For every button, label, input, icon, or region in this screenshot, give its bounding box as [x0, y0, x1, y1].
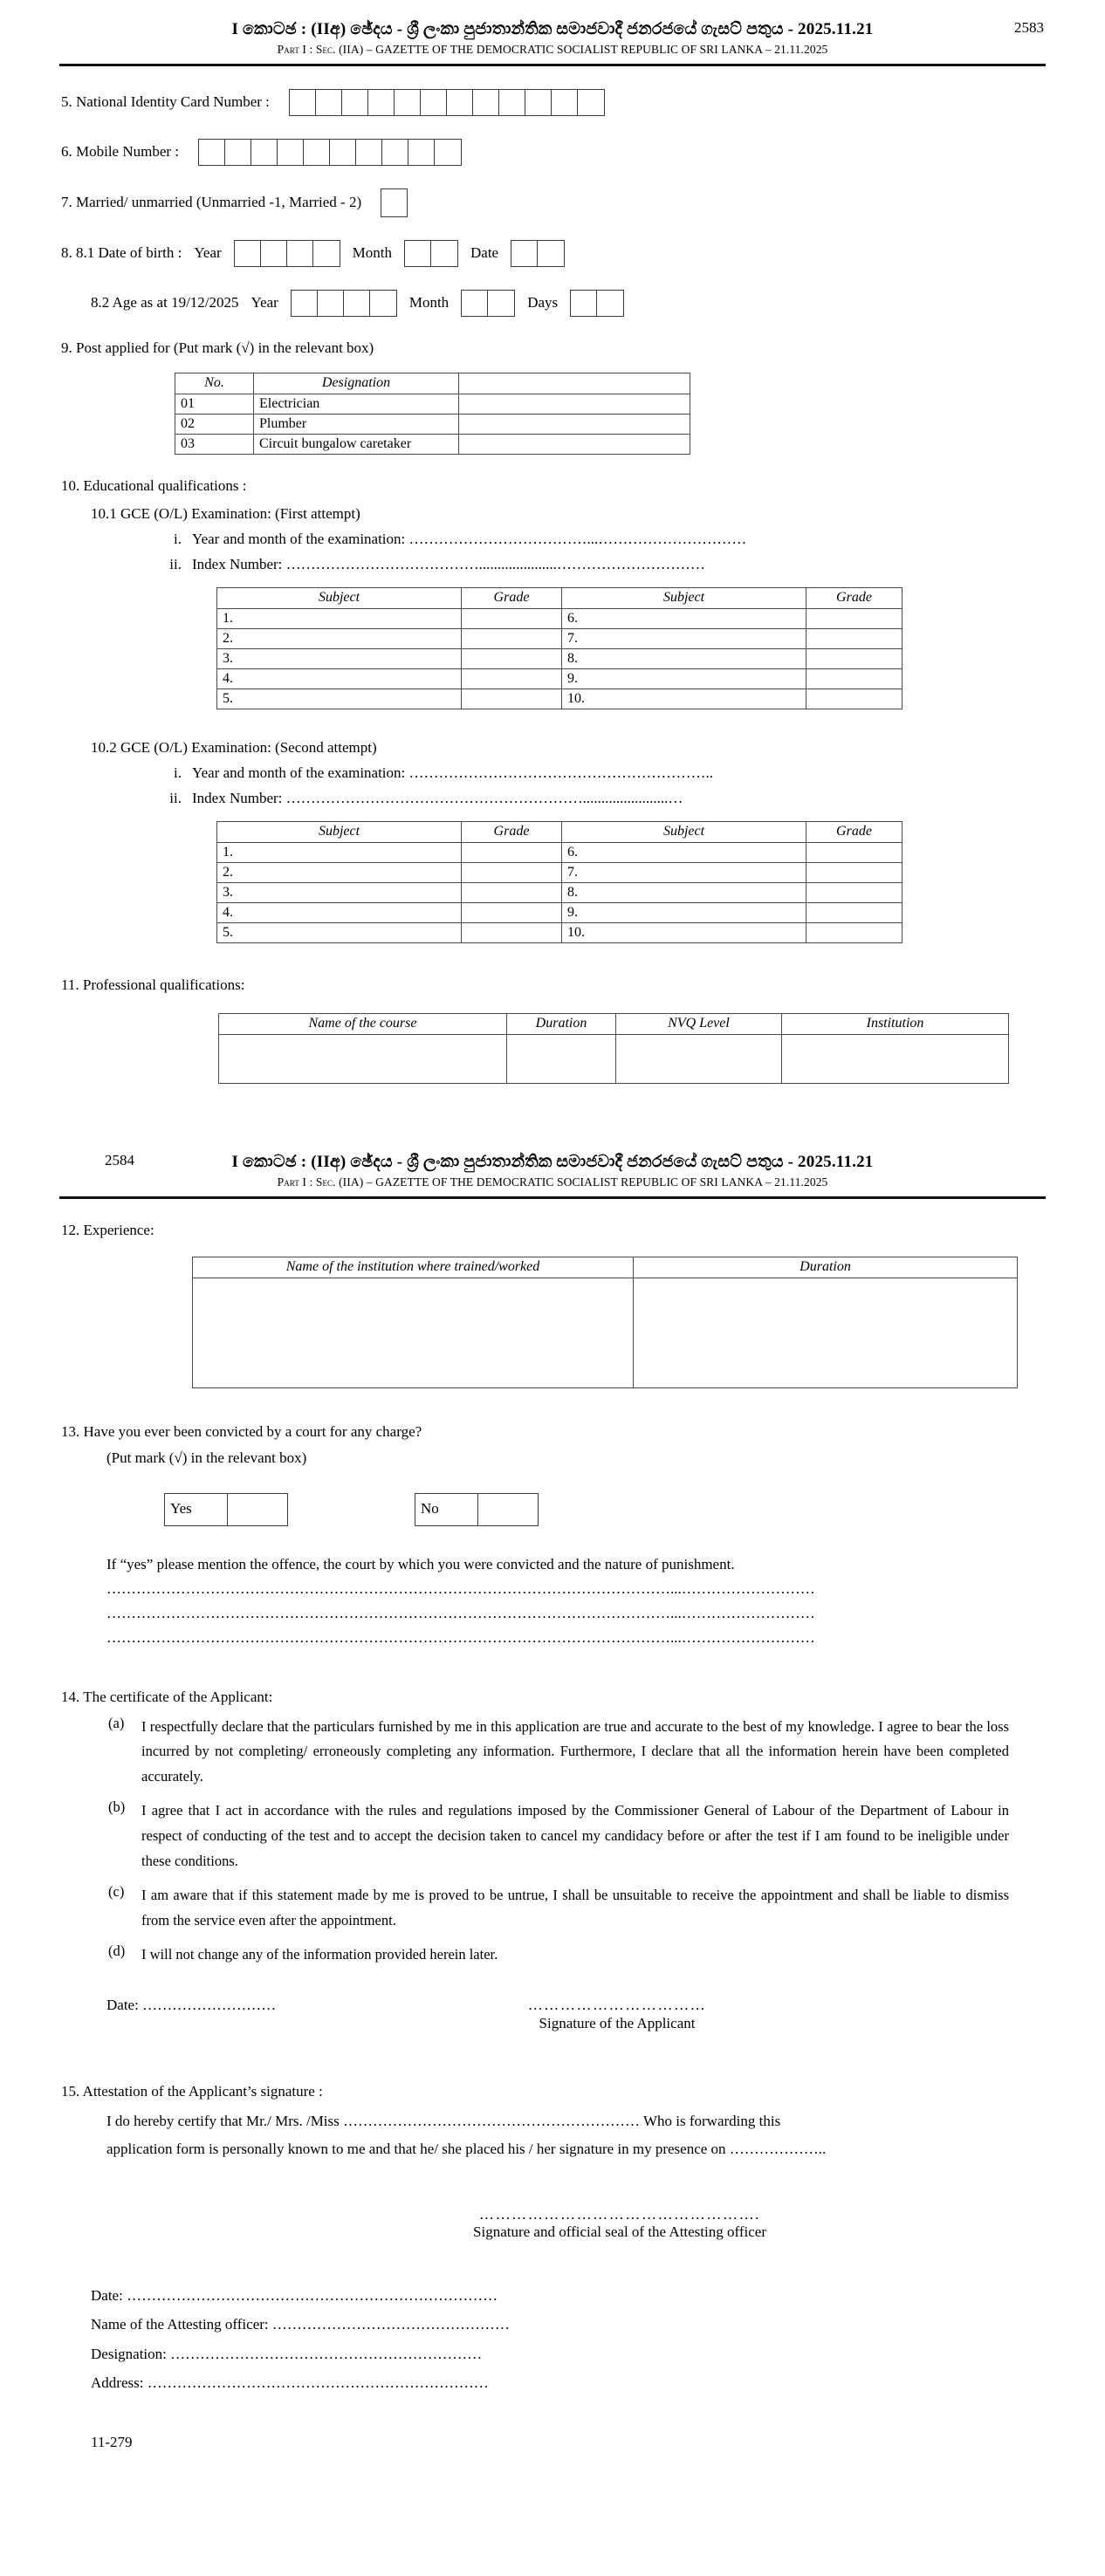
input-cell[interactable]: [462, 291, 488, 316]
input-cell[interactable]: [408, 140, 435, 165]
post-applied-table[interactable]: [175, 373, 690, 455]
column-header: Subject: [217, 587, 462, 608]
conviction-no-checkbox[interactable]: [478, 1494, 538, 1525]
question-9-post: [61, 339, 1044, 357]
table-row[interactable]: [175, 414, 690, 434]
subject-grade-table-second-attempt[interactable]: [216, 821, 903, 943]
input-cell[interactable]: [316, 90, 342, 115]
question-10-2-heading: [91, 739, 1044, 757]
column-header: Subject: [217, 821, 462, 842]
table-row[interactable]: [217, 922, 903, 942]
table-row[interactable]: [175, 394, 690, 414]
table-cell[interactable]: 2.: [217, 628, 462, 648]
table-cell[interactable]: 3.: [217, 648, 462, 668]
marital-status-input[interactable]: [381, 188, 408, 217]
applicant-signature-row: [106, 1997, 1044, 2032]
table-row[interactable]: [217, 882, 903, 902]
conviction-yes-label: Yes: [165, 1494, 228, 1525]
table-cell[interactable]: Plumber: [254, 414, 459, 434]
q10-1-item-ii-num: ii.: [169, 555, 182, 572]
table-cell[interactable]: 9.: [562, 668, 806, 689]
certificate-item-text: I will not change any of the information provided herein later.: [141, 1945, 498, 1963]
input-cell[interactable]: [370, 291, 396, 316]
table-cell[interactable]: [806, 608, 903, 628]
attestation-line-2[interactable]: application form is personally known to me and that he/ she placed his / her signature in my presence on ………………..: [106, 2140, 827, 2157]
q10-1-item-ii-text[interactable]: Index Number: ………………………………….....................…………………………: [192, 555, 705, 572]
table-cell[interactable]: [806, 882, 903, 902]
question-9-label: 9. Post applied for (Put mark (√) in the relevant box): [61, 339, 374, 356]
table-cell[interactable]: 1.: [217, 842, 462, 862]
table-cell[interactable]: [634, 1278, 1018, 1387]
age-month-label: Month: [408, 294, 450, 312]
table-row[interactable]: [217, 668, 903, 689]
table-cell[interactable]: [219, 1034, 507, 1083]
certificate-item-marker: (c): [108, 1882, 125, 1900]
table-header-row: [217, 821, 903, 842]
page2-header: [0, 1133, 1105, 1199]
q10-2-item-i-text[interactable]: Year and month of the examination: ……………………………………………………..: [192, 764, 714, 781]
input-cell[interactable]: [251, 140, 278, 165]
q10-1-item-i-text[interactable]: Year and month of the examination: ………………………………...…………………………: [192, 530, 747, 547]
input-cell[interactable]: [431, 241, 457, 266]
certificate-item-marker: (d): [108, 1942, 126, 1959]
q10-2-item-i: [168, 764, 1044, 782]
input-cell[interactable]: [287, 241, 313, 266]
question-12-label: 12. Experience:: [61, 1221, 154, 1238]
input-cell[interactable]: [261, 241, 287, 266]
question-13-label: 13. Have you ever been convicted by a court for any charge?: [61, 1422, 422, 1440]
mobile-number-input[interactable]: [198, 139, 462, 166]
table-cell[interactable]: [806, 922, 903, 942]
page2-header-sinhala-title: I කොටඡ : (IIඅ) ඡේදය - ශ්‍රී ලංකා පුජාතාන්තික සමාජවාදී ජනරජයේ ගැසට් පතුය - 2025.11.21: [231, 1152, 874, 1171]
q10-1-item-i-num: i.: [174, 530, 182, 547]
q10-2-item-ii-num: ii.: [169, 789, 182, 806]
question-10-education: [61, 477, 1044, 495]
table-cell[interactable]: [193, 1278, 634, 1387]
attesting-officer-field[interactable]: Designation: ………………………………………………………: [91, 2345, 483, 2362]
table-row[interactable]: [217, 608, 903, 628]
table-cell[interactable]: 8.: [562, 648, 806, 668]
table-cell[interactable]: [507, 1034, 616, 1083]
question-15-attestation: [61, 2083, 1044, 2100]
table-cell[interactable]: Electrician: [254, 394, 459, 414]
input-cell[interactable]: [199, 140, 225, 165]
question-6-label: 6. Mobile Number :: [61, 143, 180, 161]
q10-2-item-ii-text[interactable]: Index Number: …………………………………………………….......................…: [192, 789, 683, 806]
table-cell[interactable]: [462, 882, 562, 902]
table-header-row: [217, 587, 903, 608]
table-cell[interactable]: [806, 689, 903, 709]
table-cell[interactable]: 4.: [217, 902, 462, 922]
input-cell[interactable]: [499, 90, 525, 115]
table-cell[interactable]: 5.: [217, 689, 462, 709]
conviction-no-label: No: [415, 1494, 478, 1525]
page-number-2584: 2584: [105, 1151, 134, 1168]
conviction-detail-line-2[interactable]: ……………………………………………………………………………………………………...………………………: [106, 1604, 815, 1621]
table-cell[interactable]: 03: [175, 434, 254, 454]
table-header-row: [219, 1013, 1009, 1034]
question-6-mobile: [61, 139, 1044, 166]
question-13-conviction: [61, 1423, 1044, 1441]
table-cell[interactable]: 1.: [217, 608, 462, 628]
header-divider: [59, 64, 1046, 66]
column-header: NVQ Level: [616, 1013, 782, 1034]
table-cell[interactable]: [806, 902, 903, 922]
input-cell[interactable]: [368, 90, 395, 115]
input-cell[interactable]: [435, 140, 461, 165]
question-14-certificate: [61, 1689, 1044, 1706]
question-10-1-heading: [91, 505, 1044, 523]
age-month-input[interactable]: [461, 290, 515, 317]
table-cell[interactable]: 10.: [562, 689, 806, 709]
table-cell[interactable]: 2.: [217, 862, 462, 882]
input-cell[interactable]: [447, 90, 473, 115]
professional-qualifications-table[interactable]: [218, 1013, 1009, 1084]
applicant-signature-block: [473, 1997, 761, 2032]
column-header: Grade: [806, 821, 903, 842]
question-13-sublabel-row: [106, 1449, 1044, 1467]
applicant-date-line[interactable]: Date: ………………………: [106, 1997, 277, 2014]
input-cell[interactable]: [382, 140, 408, 165]
table-row[interactable]: [193, 1278, 1018, 1387]
question-13-note-row: [106, 1556, 1044, 1573]
table-row[interactable]: [217, 842, 903, 862]
input-cell[interactable]: [488, 291, 514, 316]
certificate-item-text: I agree that I act in accordance with the rules and regulations imposed by the Commissioner General of Labour of the Department of Labour in respect of conducting of the test and to accept the decision taken to cancel my candidacy before or after the test if I am found to be ineligible under these conditions.: [141, 1802, 1009, 1869]
nic-number-input[interactable]: [289, 89, 605, 116]
dob-year-label: Year: [194, 244, 222, 262]
input-cell[interactable]: [525, 90, 552, 115]
input-cell[interactable]: [304, 140, 330, 165]
applicant-signature-caption: Signature of the Applicant: [539, 2015, 696, 2032]
table-row[interactable]: [217, 902, 903, 922]
conviction-choice-group: [164, 1493, 1044, 1526]
table-cell[interactable]: 7.: [562, 862, 806, 882]
table-cell[interactable]: [462, 922, 562, 942]
attesting-officer-details: [91, 2281, 1044, 2397]
conviction-detail-line-1[interactable]: ……………………………………………………………………………………………………...………………………: [106, 1579, 815, 1597]
input-cell[interactable]: [278, 140, 304, 165]
table-cell[interactable]: [806, 628, 903, 648]
certificate-item-text: I respectfully declare that the particulars furnished by me in this application are true and accurate to the best of my knowledge. I agree to bear the loss incurred by not completing/ erroneously completing any information. Furthermore, I declare that all the information herein have been completed accurately.: [141, 1717, 1009, 1785]
table-row[interactable]: [217, 648, 903, 668]
question-13-sublabel: (Put mark (√) in the relevant box): [106, 1449, 307, 1466]
q10-1-item-i: [168, 531, 1044, 548]
attestation-line-1[interactable]: I do hereby certify that Mr./ Mrs. /Miss …………………………………………………… Who is forwarding this: [106, 2113, 781, 2130]
question-5-nic: [61, 89, 1044, 116]
input-cell[interactable]: [330, 140, 356, 165]
column-header: Duration: [634, 1257, 1018, 1278]
q10-2-item-ii: [168, 790, 1044, 807]
question-7-marital: [61, 188, 1044, 217]
input-cell[interactable]: [381, 189, 407, 216]
input-cell[interactable]: [552, 90, 578, 115]
input-cell[interactable]: [235, 241, 261, 266]
table-cell[interactable]: 6.: [562, 608, 806, 628]
dob-month-input[interactable]: [404, 240, 458, 267]
table-cell[interactable]: [462, 902, 562, 922]
header-sinhala-title: I කොටඡ : (IIඅ) ඡේදය - ශ්‍රී ලංකා පුජාතාන්තික සමාජවාදී ජනරජයේ ගැසට් පතුය - 2025.11.21: [231, 20, 874, 38]
certificate-item: [106, 1883, 1009, 1934]
page2-body: [0, 1222, 1105, 2477]
attesting-officer-signature-block: [436, 2206, 803, 2241]
question-8-1-label: 8. 8.1 Date of birth :: [61, 244, 182, 262]
column-header: [459, 373, 690, 394]
input-cell[interactable]: [225, 140, 251, 165]
certificate-item: [106, 1715, 1009, 1791]
table-cell[interactable]: [616, 1034, 782, 1083]
certificate-item: [106, 1798, 1009, 1874]
input-cell[interactable]: [292, 291, 318, 316]
column-header: Name of the institution where trained/worked: [193, 1257, 634, 1278]
certificate-item: [106, 1942, 1009, 1968]
certificate-item-marker: (b): [108, 1798, 126, 1816]
attesting-officer-signature-caption: Signature and official seal of the Attesting officer: [473, 2223, 766, 2241]
table-cell[interactable]: [782, 1034, 1009, 1083]
question-11-professional: [61, 976, 1044, 994]
input-cell[interactable]: [571, 291, 597, 316]
table-row[interactable]: [217, 862, 903, 882]
conviction-no-option[interactable]: [415, 1493, 539, 1526]
question-8-1-dob: [61, 240, 1044, 267]
q10-1-item-ii: [168, 556, 1044, 573]
table-cell[interactable]: 02: [175, 414, 254, 434]
table-header-row: [193, 1257, 1018, 1278]
table-cell[interactable]: [459, 434, 690, 454]
conviction-yes-checkbox[interactable]: [228, 1494, 287, 1525]
question-11-label: 11. Professional qualifications:: [61, 976, 245, 993]
certificate-declaration-list: [106, 1715, 1044, 1968]
table-cell[interactable]: 10.: [562, 922, 806, 942]
input-cell[interactable]: [405, 241, 431, 266]
input-cell[interactable]: [342, 90, 368, 115]
table-cell[interactable]: [462, 689, 562, 709]
table-cell[interactable]: 5.: [217, 922, 462, 942]
subject-grade-table-first-attempt[interactable]: [216, 587, 903, 709]
question-10-label: 10. Educational qualifications :: [61, 476, 247, 494]
question-10-2-label: 10.2 GCE (O/L) Examination: (Second attempt): [91, 738, 377, 756]
dob-year-input[interactable]: [234, 240, 340, 267]
table-row[interactable]: [217, 689, 903, 709]
dob-month-label: Month: [352, 244, 393, 262]
column-header: Subject: [562, 587, 806, 608]
question-10-1-label: 10.1 GCE (O/L) Examination: (First attempt): [91, 504, 360, 522]
column-header: Institution: [782, 1013, 1009, 1034]
question-8-2-age: [91, 290, 1044, 317]
input-cell[interactable]: [395, 90, 421, 115]
input-cell[interactable]: [538, 241, 564, 266]
age-year-input[interactable]: [291, 290, 397, 317]
conviction-yes-option[interactable]: [164, 1493, 288, 1526]
input-cell[interactable]: [318, 291, 344, 316]
question-13-note: If “yes” please mention the offence, the court by which you were convicted and the nature of punishment.: [106, 1555, 735, 1572]
table-cell[interactable]: [462, 668, 562, 689]
table-cell[interactable]: 7.: [562, 628, 806, 648]
column-header: Grade: [462, 821, 562, 842]
table-cell[interactable]: [462, 648, 562, 668]
input-cell[interactable]: [473, 90, 499, 115]
page-number-2583: 2583: [1014, 19, 1044, 36]
input-cell[interactable]: [578, 90, 604, 115]
certificate-item-marker: (a): [108, 1714, 125, 1731]
table-cell[interactable]: 6.: [562, 842, 806, 862]
document-code: 11-279: [91, 2433, 133, 2450]
table-row[interactable]: [219, 1034, 1009, 1083]
question-5-label: 5. National Identity Card Number :: [61, 93, 270, 111]
page1-header: [0, 0, 1105, 66]
table-cell[interactable]: 01: [175, 394, 254, 414]
input-cell[interactable]: [511, 241, 538, 266]
table-cell[interactable]: 8.: [562, 882, 806, 902]
experience-table[interactable]: [192, 1257, 1018, 1388]
table-cell[interactable]: [806, 648, 903, 668]
conviction-detail-line-3[interactable]: ……………………………………………………………………………………………………...………………………: [106, 1628, 815, 1646]
table-cell[interactable]: [459, 414, 690, 434]
attestation-text-block: [106, 2107, 1044, 2162]
attesting-officer-field[interactable]: Address: ……………………………………………………………: [91, 2374, 489, 2391]
attesting-officer-field[interactable]: Date: …………………………………………………………………: [91, 2287, 498, 2305]
column-header: Duration: [507, 1013, 616, 1034]
q10-2-item-i-num: i.: [174, 764, 182, 781]
table-cell[interactable]: 4.: [217, 668, 462, 689]
column-header: Grade: [806, 587, 903, 608]
question-12-experience: [61, 1222, 1044, 1239]
input-cell[interactable]: [356, 140, 382, 165]
age-days-input[interactable]: [570, 290, 624, 317]
dob-date-input[interactable]: [511, 240, 565, 267]
table-cell[interactable]: [806, 842, 903, 862]
table-cell[interactable]: 9.: [562, 902, 806, 922]
applicant-signature-dots[interactable]: ……………………………: [527, 1997, 707, 2014]
attesting-officer-field[interactable]: Name of the Attesting officer: …………………………………………: [91, 2316, 510, 2333]
input-cell[interactable]: [421, 90, 447, 115]
table-row[interactable]: [175, 434, 690, 454]
input-cell[interactable]: [290, 90, 316, 115]
table-cell[interactable]: [462, 862, 562, 882]
column-header: Grade: [462, 587, 562, 608]
conviction-detail-lines: [106, 1580, 1044, 1647]
column-header: Subject: [562, 821, 806, 842]
input-cell[interactable]: [344, 291, 370, 316]
input-cell[interactable]: [313, 241, 340, 266]
page1-body: [0, 89, 1105, 1084]
table-cell[interactable]: [459, 394, 690, 414]
column-header: Designation: [254, 373, 459, 394]
question-14-label: 14. The certificate of the Applicant:: [61, 1688, 273, 1705]
table-cell[interactable]: 3.: [217, 882, 462, 902]
question-15-label: 15. Attestation of the Applicant’s signature :: [61, 2083, 323, 2100]
age-year-label: Year: [251, 294, 278, 312]
table-cell[interactable]: [806, 668, 903, 689]
table-row[interactable]: [217, 628, 903, 648]
table-cell[interactable]: Circuit bungalow caretaker: [254, 434, 459, 454]
header-english-title: Part I : Sec. (IIA) – GAZETTE OF THE DEMOCRATIC SOCIALIST REPUBLIC OF SRI LANKA – 21.11.2025: [277, 42, 828, 56]
dob-date-label: Date: [470, 244, 499, 262]
input-cell[interactable]: [597, 291, 623, 316]
question-8-2-label: 8.2 Age as at 19/12/2025: [91, 294, 239, 312]
table-cell[interactable]: [462, 608, 562, 628]
table-cell[interactable]: [462, 628, 562, 648]
question-7-label: 7. Married/ unmarried (Unmarried -1, Married - 2): [61, 194, 362, 211]
attesting-officer-signature-dots[interactable]: …………………………………………….: [478, 2206, 761, 2223]
table-header-row: [175, 373, 690, 394]
table-cell[interactable]: [462, 842, 562, 862]
age-days-label: Days: [527, 294, 559, 312]
column-header: Name of the course: [219, 1013, 507, 1034]
page2-header-english-title: Part I : Sec. (IIA) – GAZETTE OF THE DEMOCRATIC SOCIALIST REPUBLIC OF SRI LANKA – 21.11.2025: [277, 1175, 828, 1189]
table-cell[interactable]: [806, 862, 903, 882]
certificate-item-text: I am aware that if this statement made by me is proved to be untrue, I shall be unsuitable to receive the appointment and shall be liable to dismiss from the service even after the appointment.: [141, 1886, 1009, 1929]
page2-header-divider: [59, 1196, 1046, 1199]
column-header: No.: [175, 373, 254, 394]
